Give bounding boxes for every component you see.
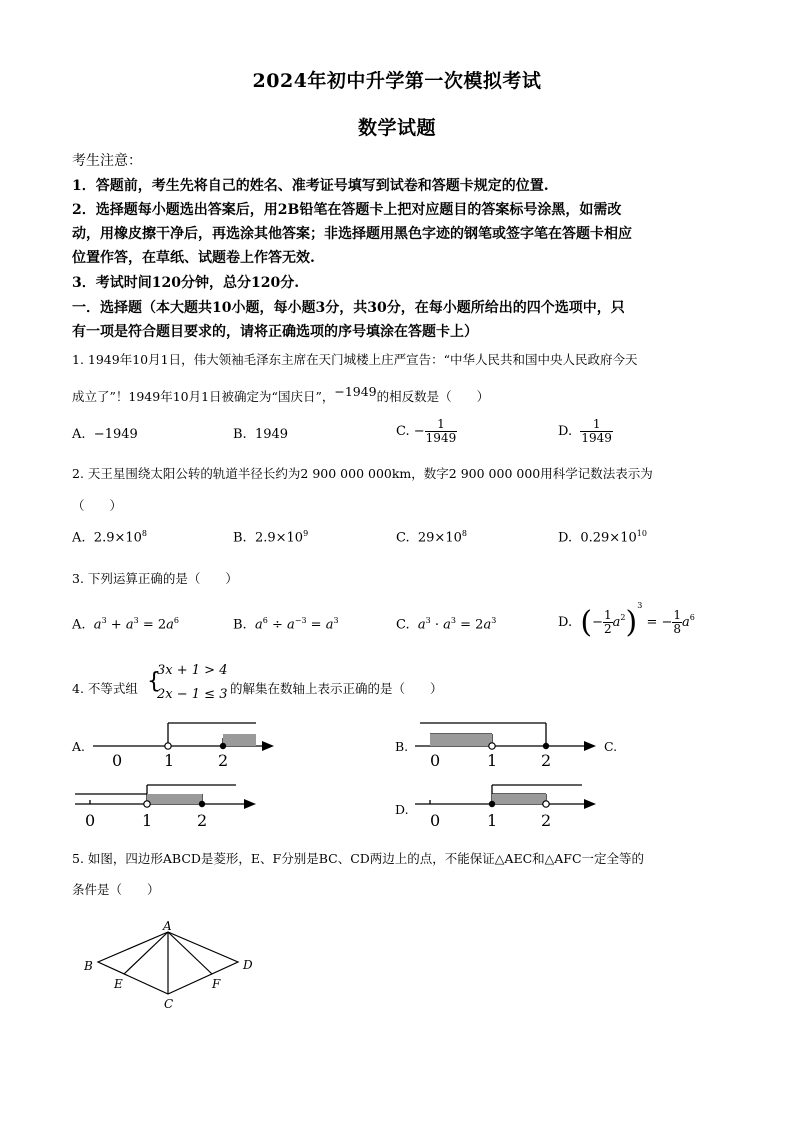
- q4-option-b-label[interactable]: B.: [395, 739, 409, 754]
- q2-option-b[interactable]: B. $2.9\times 10^9$: [233, 529, 309, 546]
- arrow-icon: [244, 799, 256, 809]
- svg-text:0: 0: [85, 811, 96, 830]
- svg-text:F: F: [212, 977, 221, 991]
- q1-option-d[interactable]: D. $\frac{1}{1949}$: [558, 417, 612, 445]
- q4-stem-b: 的解集在数轴上表示正确的是（ ）: [230, 681, 443, 696]
- svg-text:1: 1: [487, 811, 498, 830]
- q4-option-c-number-line[interactable]: [70, 782, 270, 838]
- q1-option-a[interactable]: A. −1949: [72, 427, 138, 442]
- q4-brace: {: [147, 669, 161, 694]
- q3-option-b[interactable]: B. $a^6 \div a^{-3} = a^3$: [233, 616, 339, 633]
- q1-stem-line-2b: 的相反数是（ ）: [376, 389, 490, 404]
- q2-stem-line-1: 2. 天王星围绕太阳公转的轨道半径长约为2 900 000 000km，数字2 900 000 000用科学记数法表示为: [72, 466, 653, 481]
- svg-text:2: 2: [197, 811, 208, 830]
- q2-stem-line-2: （ ）: [72, 498, 123, 513]
- notice-item-2-line-2: 动，用橡皮擦干净后，再选涂其他答案；非选择题用黑色字迹的钢笔或签字笔在答题卡相应: [72, 226, 632, 242]
- section-1-heading-line-1: 一．选择题（本大题共10小题，每小题3分，共30分，在每小题所给出的四个选项中，只: [72, 300, 625, 316]
- svg-text:2: 2: [218, 751, 229, 770]
- q4-option-a-number-line[interactable]: [88, 718, 288, 774]
- shaded-region: [147, 794, 202, 804]
- q1-stem-line-1: 1. 1949年10月1日，伟大领袖毛泽东主席在天门城楼上庄严宣告：“中华人民共和国中央人民政府今天: [72, 352, 638, 367]
- arrow-icon: [584, 741, 596, 751]
- svg-text:0: 0: [430, 751, 441, 770]
- q2-option-d[interactable]: D. $0.29\times 10^{10}$: [558, 529, 647, 546]
- q4-ineq-1: 3x + 1 > 4: [157, 663, 228, 678]
- q4-option-d-number-line[interactable]: [410, 782, 610, 838]
- page-title: 2024年初中升学第一次模拟考试: [252, 70, 542, 92]
- svg-text:1: 1: [164, 751, 175, 770]
- q3-option-c[interactable]: C. $a^3 \cdot a^3 = 2a^3$: [396, 616, 497, 633]
- svg-text:1: 1: [142, 811, 153, 830]
- closed-dot: [220, 743, 226, 749]
- q5-stem-line-2: 条件是（ ）: [72, 882, 160, 897]
- q2-option-a[interactable]: A. $2.9\times 10^8$: [72, 529, 147, 546]
- notice-item-1: 1．答题前，考生先将自己的姓名、准考证号填写到试卷和答题卡规定的位置.: [72, 178, 549, 194]
- q4-option-c-label-right[interactable]: C.: [604, 739, 618, 754]
- svg-text:0: 0: [112, 751, 123, 770]
- svg-text:A: A: [163, 919, 172, 933]
- notice-item-2-line-1: 2．选择题每小题选出答案后，用2B铅笔在答题卡上把对应题目的答案标号涂黑，如需改: [72, 202, 622, 218]
- shaded-region: [430, 734, 492, 746]
- q5-stem-line-1: 5. 如图，四边形ABCD是菱形，E、F分别是BC、CD两边上的点，不能保证△AEC和△AFC一定全等的: [72, 851, 645, 866]
- shaded-region: [492, 794, 546, 804]
- q4-option-b-number-line[interactable]: [410, 718, 610, 774]
- q4-ineq-2: 2x − 1 ≤ 3: [157, 687, 228, 702]
- svg-text:2: 2: [541, 811, 552, 830]
- q1-option-b[interactable]: B. 1949: [233, 427, 289, 442]
- segment-ae: [124, 932, 168, 974]
- svg-text:C: C: [164, 997, 174, 1011]
- q1-expr: −1949: [334, 384, 377, 399]
- shaded-region: [223, 734, 256, 746]
- q1-stem-line-2: [72, 384, 490, 405]
- q4-stem-a: 4. 不等式组: [72, 681, 138, 696]
- q4-option-d-label[interactable]: D.: [395, 802, 409, 817]
- q5-rhombus-figure: [80, 918, 270, 1018]
- notice-item-3: 3．考试时间120分钟，总分120分.: [72, 275, 300, 291]
- page-subtitle: 数学试题: [357, 117, 436, 139]
- svg-text:0: 0: [430, 811, 441, 830]
- segment-af: [168, 932, 212, 974]
- open-dot: [165, 743, 171, 749]
- svg-text:B: B: [84, 959, 93, 973]
- notice-heading: 考生注意：: [72, 153, 142, 169]
- arrow-icon: [584, 799, 596, 809]
- notice-item-2-line-3: 位置作答，在草纸、试题卷上作答无效.: [72, 250, 315, 266]
- section-1-heading-line-2: 有一项是符合题目要求的，请将正确选项的序号填涂在答题卡上）: [72, 324, 478, 340]
- q3-stem: 3. 下列运算正确的是（ ）: [72, 571, 238, 586]
- arrow-icon: [262, 741, 274, 751]
- q1-stem-line-2a: 成立了”！1949年10月1日被确定为“国庆日”，: [72, 389, 335, 404]
- svg-text:E: E: [114, 977, 123, 991]
- svg-text:D: D: [243, 958, 253, 972]
- q1-option-c[interactable]: C. − $\frac{1}{1949}$: [396, 417, 457, 445]
- svg-text:1: 1: [487, 751, 498, 770]
- q2-option-c[interactable]: C. $29\times 10^8$: [396, 529, 467, 546]
- q3-option-d[interactable]: D. (− $\frac{1}{2}$ $a^2)^3$ = − $\frac{1}{8}$ $a^6$: [558, 601, 695, 640]
- q4-option-a-label[interactable]: A.: [72, 739, 86, 754]
- q3-option-a[interactable]: A. $a^3 + a^3 = 2a^6$: [72, 616, 179, 633]
- svg-text:2: 2: [541, 751, 552, 770]
